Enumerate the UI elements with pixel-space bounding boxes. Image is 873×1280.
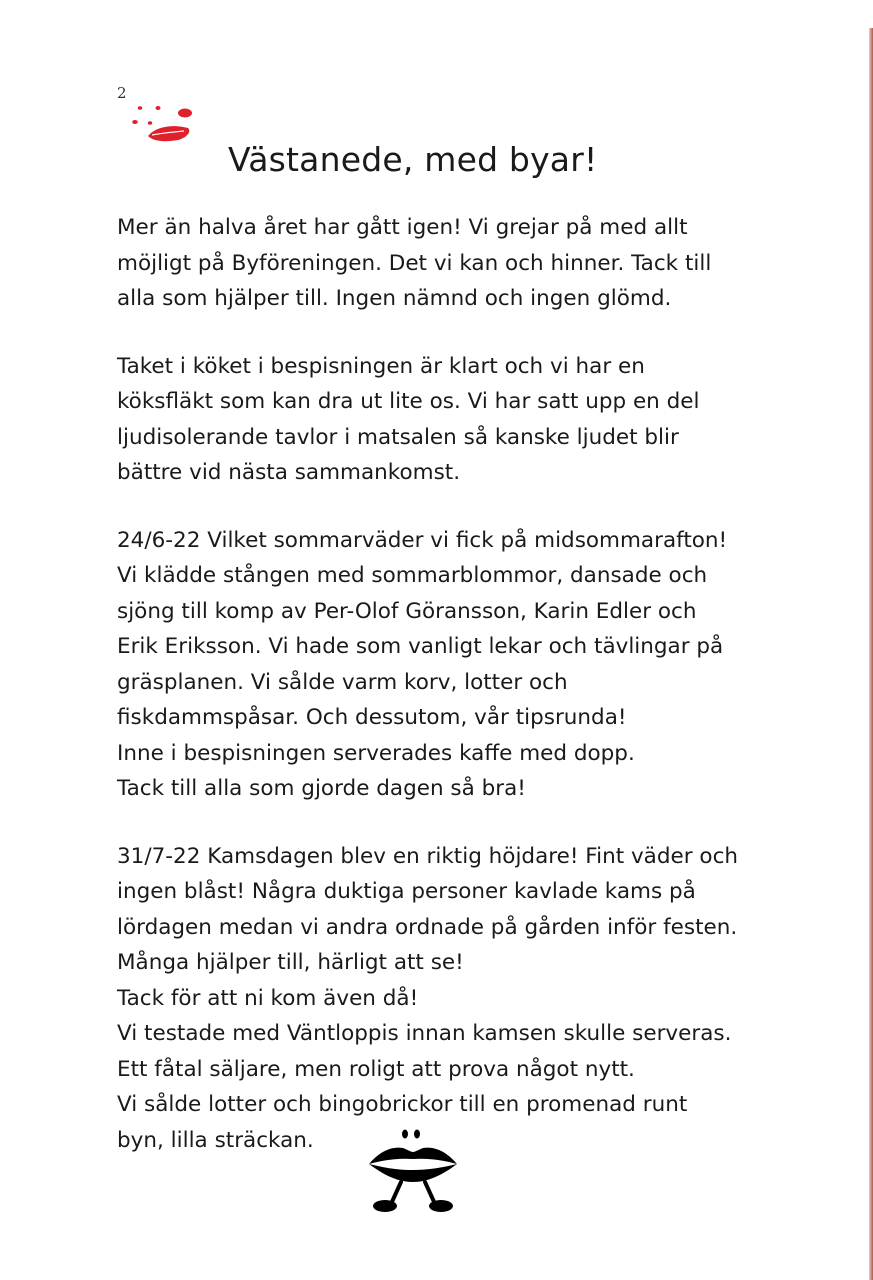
text-line: Vi sålde lotter och bingobrickor till en promenad runt [117, 1092, 688, 1117]
paragraph-kitchen [117, 349, 807, 491]
paragraph-midsummer [117, 523, 807, 807]
text-line: Vi klädde stången med sommarblommor, dansade och [117, 563, 708, 588]
text-line: 31/7-22 Kamsdagen blev en riktig höjdare! Fint väder och [117, 843, 739, 869]
text-line: möjligt på Byföreningen. Det vi kan och hinner. Tack till [117, 250, 712, 276]
paragraph-intro [117, 210, 807, 317]
text-line: 24/6-22 Vilket sommarväder vi fick på midsommarafton! [117, 527, 728, 553]
text-line: Inne i bespisningen serverades kaffe med dopp. [117, 740, 635, 766]
text-line: Vi testade med Väntloppis innan kamsen skulle serveras. [117, 1021, 732, 1046]
page-number: 2 [117, 84, 127, 102]
page-edge [869, 28, 873, 1280]
article-body [117, 210, 807, 1190]
text-line: Taket i köket i bespisningen är klart och vi har en [117, 353, 645, 379]
text-line: gräsplanen. Vi sålde varm korv, lotter och [117, 669, 568, 695]
text-line: byn, lilla sträckan. [117, 1127, 314, 1153]
text-line: lördagen medan vi andra ordnade på gården inför festen. [117, 914, 738, 940]
text-line: Ett fåtal säljare, men roligt att prova något nytt. [117, 1056, 635, 1082]
text-line: ljudisolerande tavlor i matsalen så kanske ljudet blir [117, 424, 679, 450]
walking-lips-mascot-icon [365, 1128, 461, 1216]
page-title: Västanede, med byar! [228, 140, 598, 179]
text-line: Tack för att ni kom även då! [117, 985, 419, 1011]
text-line: bättre vid nästa sammankomst. [117, 460, 461, 485]
text-line: Erik Eriksson. Vi hade som vanligt lekar och tävlingar på [117, 634, 724, 659]
text-line: Tack till alla som gjorde dagen så bra! [117, 776, 526, 801]
text-line: fiskdammspåsar. Och dessutom, vår tipsrunda! [117, 705, 627, 730]
text-line: Mer än halva året har gått igen! Vi grejar på med allt [117, 215, 688, 240]
paragraph-kamsdagen [117, 839, 807, 1159]
text-line: sjöng till komp av Per-Olof Göransson, Karin Edler och [117, 598, 697, 624]
text-line: Många hjälper till, härligt att se! [117, 950, 464, 975]
text-line: köksfläkt som kan dra ut lite os. Vi har satt upp en del [117, 389, 700, 414]
red-lips-icon [128, 100, 200, 164]
text-line: alla som hjälper till. Ingen nämnd och ingen glömd. [117, 286, 672, 311]
text-line: ingen blåst! Några duktiga personer kavlade kams på [117, 879, 696, 904]
